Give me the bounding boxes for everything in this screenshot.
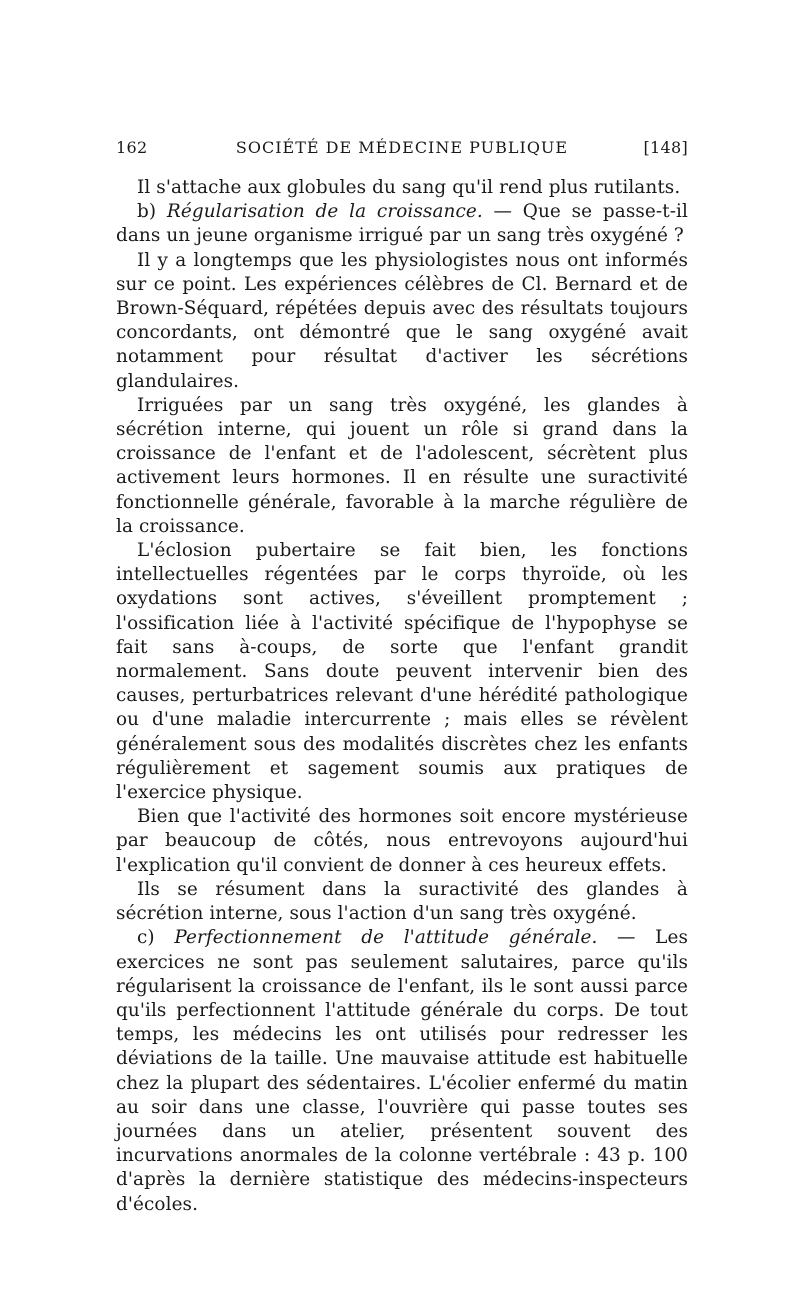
paragraph: Ils se résument dans la suractivité des glandes à sécrétion interne, sous l'action d'un sang très oxygéné.	[116, 878, 688, 925]
paragraph: Il y a longtemps que les physiologistes nous ont informés sur ce point. Les expériences célèbres de Cl. Bernard et de Brown-Séquard, répétées depuis avec des résultats toujours concordants, ont démontré que le sang oxygéné avait notamment pour résultat d'activer les sécrétions glandulaires.	[116, 249, 688, 392]
paragraph: c) Perfectionnement de l'attitude générale. — Les exercices ne sont pas seulement salutaires, parce qu'ils régularisent la croissance de l'enfant, ils le sont aussi parce qu'ils perfectionnent l'attitude générale du corps. De tout temps, les médecins les ont utilisés pour redresser les déviations de la taille. Une mauvaise attitude est habituelle chez la plupart des sédentaires. L'écolier enfermé du matin au soir dans une classe, l'ouvrière qui passe toutes ses journées dans un atelier, présentent souvent des incurvations anormales de la colonne vertébrale : 43 p. 100 d'après la dernière statistique des médecins-inspecteurs d'écoles.	[116, 927, 688, 1215]
paragraph: Bien que l'activité des hormones soit encore mystérieuse par beaucoup de côtés, nous entrevoyons aujourd'hui l'explication qu'il convient de donner à ces heureux effets.	[116, 806, 688, 876]
body-text	[116, 176, 688, 1217]
paragraph: L'éclosion pubertaire se fait bien, les fonctions intellectuelles régentées par le corps thyroïde, où les oxydations sont actives, s'éveillent promptement ; l'ossification liée à l'activité spécifique de l'hypophyse se fait sans à-coups, de sorte que l'enfant grandit normalement. Sans doute peuvent intervenir bien des causes, perturbatrices relevant d'une hérédité pathologique ou d'une maladie intercurrente ; mais elles se révèlent généralement sous des modalités discrètes chez les enfants régulièrement et sagement soumis aux pratiques de l'exercice physique.	[116, 540, 688, 804]
section-number: [148]	[643, 138, 688, 157]
paragraph: Irriguées par un sang très oxygéné, les glandes à sécrétion interne, qui jouent un rôle si grand dans la croissance de l'enfant et de l'adolescent, sécrètent plus activement leurs hormones. Il en résulte une suractivité fonctionnelle générale, favorable à la marche régulière de la croissance.	[116, 394, 688, 537]
running-title: SOCIÉTÉ DE MÉDECINE PUBLIQUE	[235, 138, 569, 157]
page-number: 162	[116, 138, 148, 157]
subsection-title: Perfectionnement de l'attitude générale.	[174, 927, 598, 949]
subsection-title: Régularisation de la croissance.	[166, 201, 483, 223]
subsection-label: b)	[137, 201, 157, 223]
paragraph: b) Régularisation de la croissance. — Que se passe-t-il dans un jeune organisme irrigué par un sang très oxygéné ?	[116, 201, 688, 247]
subsection-label: c)	[137, 927, 155, 949]
running-header	[116, 138, 688, 166]
paragraph: Il s'attache aux globules du sang qu'il rend plus rutilants.	[137, 177, 681, 198]
